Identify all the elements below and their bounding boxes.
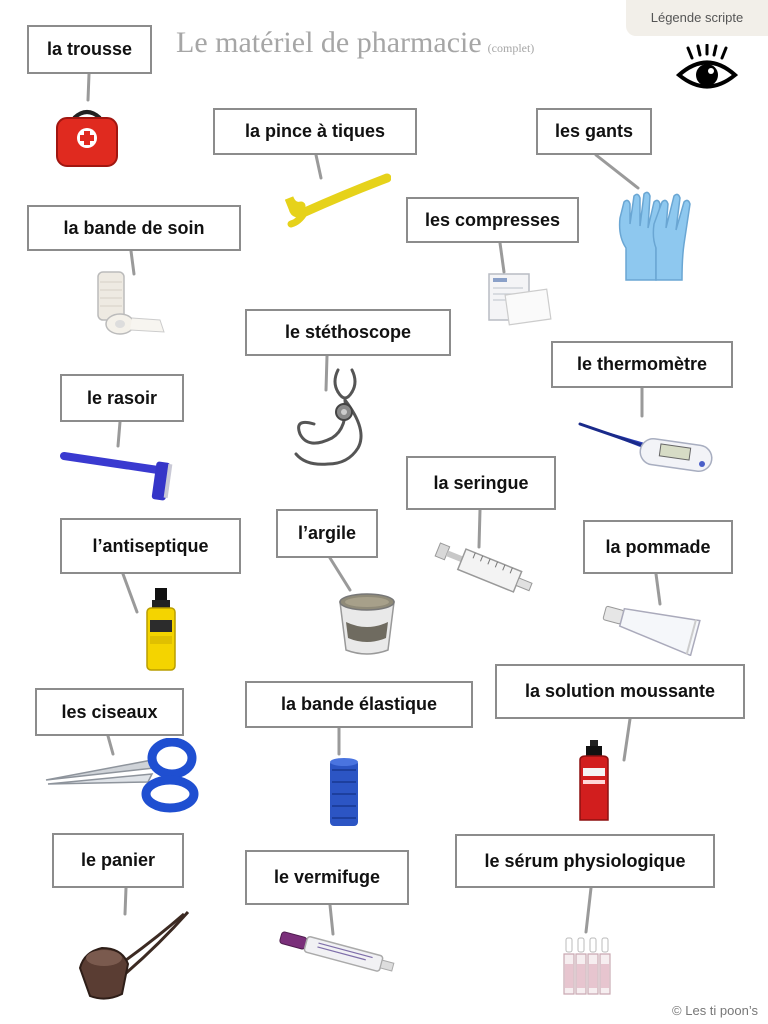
label-gants: les gants xyxy=(536,108,652,155)
label-stethoscope: le stéthoscope xyxy=(245,309,451,356)
legend-tab[interactable]: Légende scripte xyxy=(626,0,768,36)
bandage-roll-icon xyxy=(94,268,168,338)
elastic-bandage-icon xyxy=(326,756,362,830)
label-bande-elastique: la bande élastique xyxy=(245,681,473,728)
first-aid-kit-icon xyxy=(54,104,120,170)
clay-pot-icon xyxy=(334,588,400,658)
razor-icon xyxy=(58,444,178,502)
label-seringue: la seringue xyxy=(406,456,556,510)
label-compresses: les compresses xyxy=(406,197,579,243)
label-thermometre: le thermomètre xyxy=(551,341,733,388)
thermometer-icon xyxy=(578,420,714,476)
antiseptic-bottle-icon xyxy=(144,586,178,672)
credit-text: © Les ti poon’s xyxy=(672,1003,758,1018)
scissors-icon xyxy=(42,738,202,814)
label-panier: le panier xyxy=(52,833,184,888)
tick-remover-icon xyxy=(285,168,391,230)
syringe-icon xyxy=(430,540,542,598)
foaming-solution-bottle-icon xyxy=(576,738,612,824)
dewormer-syringe-icon xyxy=(276,926,398,984)
page-title xyxy=(176,26,534,60)
label-ciseaux: les ciseaux xyxy=(35,688,184,736)
label-argile: l’argile xyxy=(276,509,378,558)
ointment-tube-icon xyxy=(598,602,702,656)
label-rasoir: le rasoir xyxy=(60,374,184,422)
compress-icon xyxy=(487,270,553,326)
saline-vials-icon xyxy=(560,934,616,998)
label-trousse: la trousse xyxy=(27,25,152,74)
title-text: Le matériel de pharmacie xyxy=(176,26,482,59)
label-serum: le sérum physiologique xyxy=(455,834,715,888)
label-vermifuge: le vermifuge xyxy=(245,850,409,905)
label-pince: la pince à tiques xyxy=(213,108,417,155)
gloves-icon xyxy=(616,188,694,284)
title-subtitle: (complet) xyxy=(487,41,535,55)
label-bande-soin: la bande de soin xyxy=(27,205,241,251)
label-antiseptique: l’antiseptique xyxy=(60,518,241,574)
eye-icon[interactable] xyxy=(676,44,738,96)
label-pommade: la pommade xyxy=(583,520,733,574)
muzzle-basket-icon xyxy=(72,908,194,1004)
stethoscope-icon xyxy=(288,368,374,472)
label-solution: la solution moussante xyxy=(495,664,745,719)
